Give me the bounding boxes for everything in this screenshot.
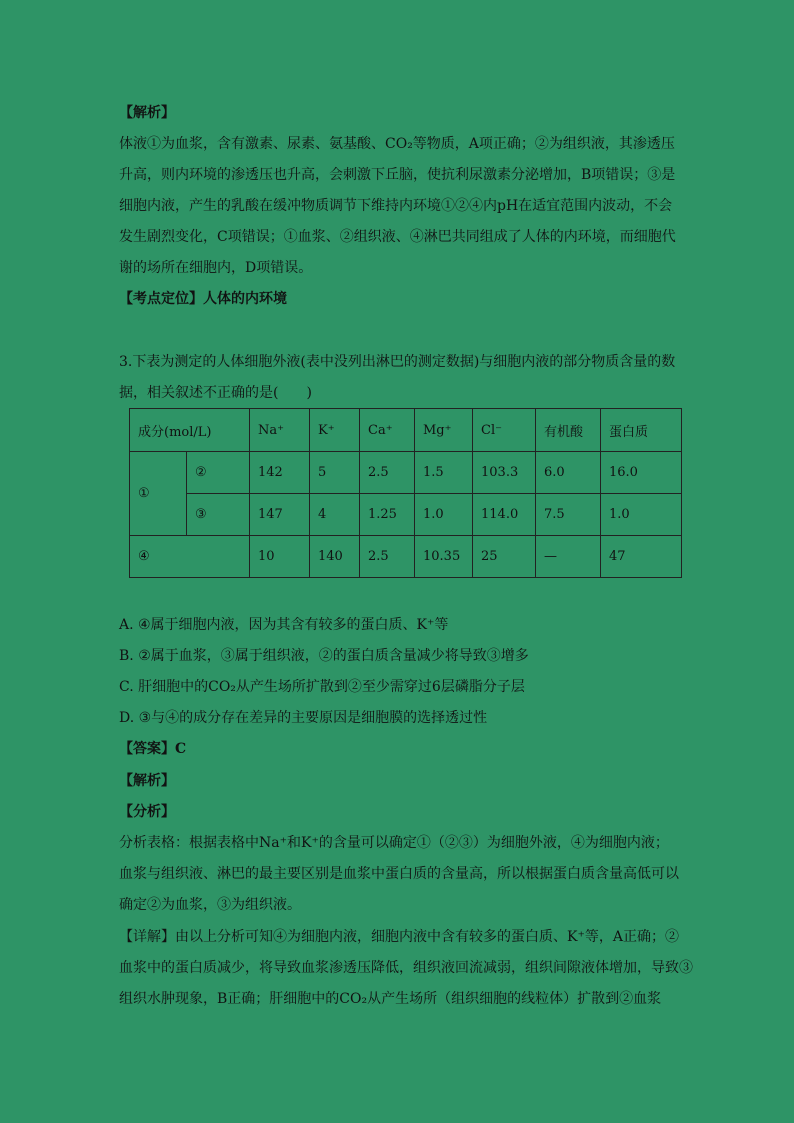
option-d: D. ③与④的成分存在差异的主要原因是细胞膜的选择透过性 (119, 710, 488, 726)
table-cell: 25 (473, 536, 536, 578)
table-cell: 10.35 (415, 536, 473, 578)
table-cell: 1.5 (415, 452, 473, 494)
table-cell: 140 (310, 536, 360, 578)
table-cell: 47 (601, 536, 682, 578)
table-cell: 147 (250, 494, 310, 536)
table-header-cell: Na⁺ (250, 409, 310, 452)
table-header-cell: 蛋白质 (601, 409, 682, 452)
question-line: 据，相关叙述不正确的是( ) (119, 385, 312, 401)
table-cell: 1.0 (601, 494, 682, 536)
table-cell: 114.0 (473, 494, 536, 536)
table-header-cell: Ca⁺ (360, 409, 415, 452)
table-row-label: ③ (187, 494, 250, 536)
table-cell: 4 (310, 494, 360, 536)
analysis-line: 体液①为血浆，含有激素、尿素、氨基酸、CO₂等物质，A项正确；②为组织液，其渗透压 (119, 136, 675, 152)
composition-table (129, 408, 682, 578)
table-cell: 10 (250, 536, 310, 578)
table-header-row (130, 409, 682, 452)
analysis-heading: 【解析】 (119, 773, 175, 789)
table-row (130, 494, 682, 536)
table-cell: 142 (250, 452, 310, 494)
fenxi-line: 分析表格：根据表格中Na⁺和K⁺的含量可以确定①（②③）为细胞外液，④为细胞内液； (119, 835, 669, 851)
table-row-label: ② (187, 452, 250, 494)
table-cell: 1.25 (360, 494, 415, 536)
table-row (130, 536, 682, 578)
option-c: C. 肝细胞中的CO₂从产生场所扩散到②至少需穿过6层磷脂分子层 (119, 679, 525, 695)
table-cell: 16.0 (601, 452, 682, 494)
detail-line: 组织水肿现象，B正确；肝细胞中的CO₂从产生场所（组织细胞的线粒体）扩散到②血浆 (119, 991, 662, 1007)
table-cell: 6.0 (536, 452, 601, 494)
table-header-cell: 有机酸 (536, 409, 601, 452)
table-group-label: ① (130, 452, 187, 536)
option-b: B. ②属于血浆，③属于组织液，②的蛋白质含量减少将导致③增多 (119, 648, 529, 664)
fenxi-line: 确定②为血浆，③为组织液。 (119, 897, 301, 913)
table-row (130, 452, 682, 494)
table-cell: 103.3 (473, 452, 536, 494)
table-cell: 5 (310, 452, 360, 494)
answer-line: 【答案】C (119, 741, 187, 757)
table-cell: 2.5 (360, 536, 415, 578)
table-cell: — (536, 536, 601, 578)
option-a: A. ④属于细胞内液，因为其含有较多的蛋白质、K⁺等 (119, 617, 449, 633)
table-cell: 2.5 (360, 452, 415, 494)
table-header-cell: K⁺ (310, 409, 360, 452)
question-line: 3.下表为测定的人体细胞外液(表中没列出淋巴的测定数据)与细胞内液的部分物质含量的数 (119, 354, 676, 370)
detail-line: 【详解】由以上分析可知④为细胞内液，细胞内液中含有较多的蛋白质、K⁺等，A正确；② (119, 929, 679, 945)
table-header-cell: Mg⁺ (415, 409, 473, 452)
kaodian-line: 【考点定位】人体的内环境 (119, 291, 287, 307)
fenxi-line: 血浆与组织液、淋巴的最主要区别是血浆中蛋白质的含量高，所以根据蛋白质含量高低可以 (119, 866, 679, 882)
fenxi-heading: 【分析】 (119, 804, 175, 820)
analysis-heading: 【解析】 (119, 105, 175, 121)
table-cell: 1.0 (415, 494, 473, 536)
table-header-cell: Cl⁻ (473, 409, 536, 452)
analysis-line: 发生剧烈变化，C项错误；①血浆、②组织液、④淋巴共同组成了人体的内环境，而细胞代 (119, 229, 676, 245)
table-row-label: ④ (130, 536, 250, 578)
analysis-line: 细胞内液，产生的乳酸在缓冲物质调节下维持内环境①②④内pH在适宜范围内波动，不会 (119, 198, 673, 214)
analysis-line: 升高，则内环境的渗透压也升高，会刺激下丘脑，使抗利尿激素分泌增加，B项错误；③是 (119, 167, 676, 183)
table-cell: 7.5 (536, 494, 601, 536)
analysis-line: 谢的场所在细胞内，D项错误。 (119, 260, 313, 276)
detail-line: 血浆中的蛋白质减少，将导致血浆渗透压降低，组织液回流减弱，组织间隙液体增加，导致③ (119, 960, 693, 976)
table-header-cell: 成分(mol/L) (130, 409, 250, 452)
